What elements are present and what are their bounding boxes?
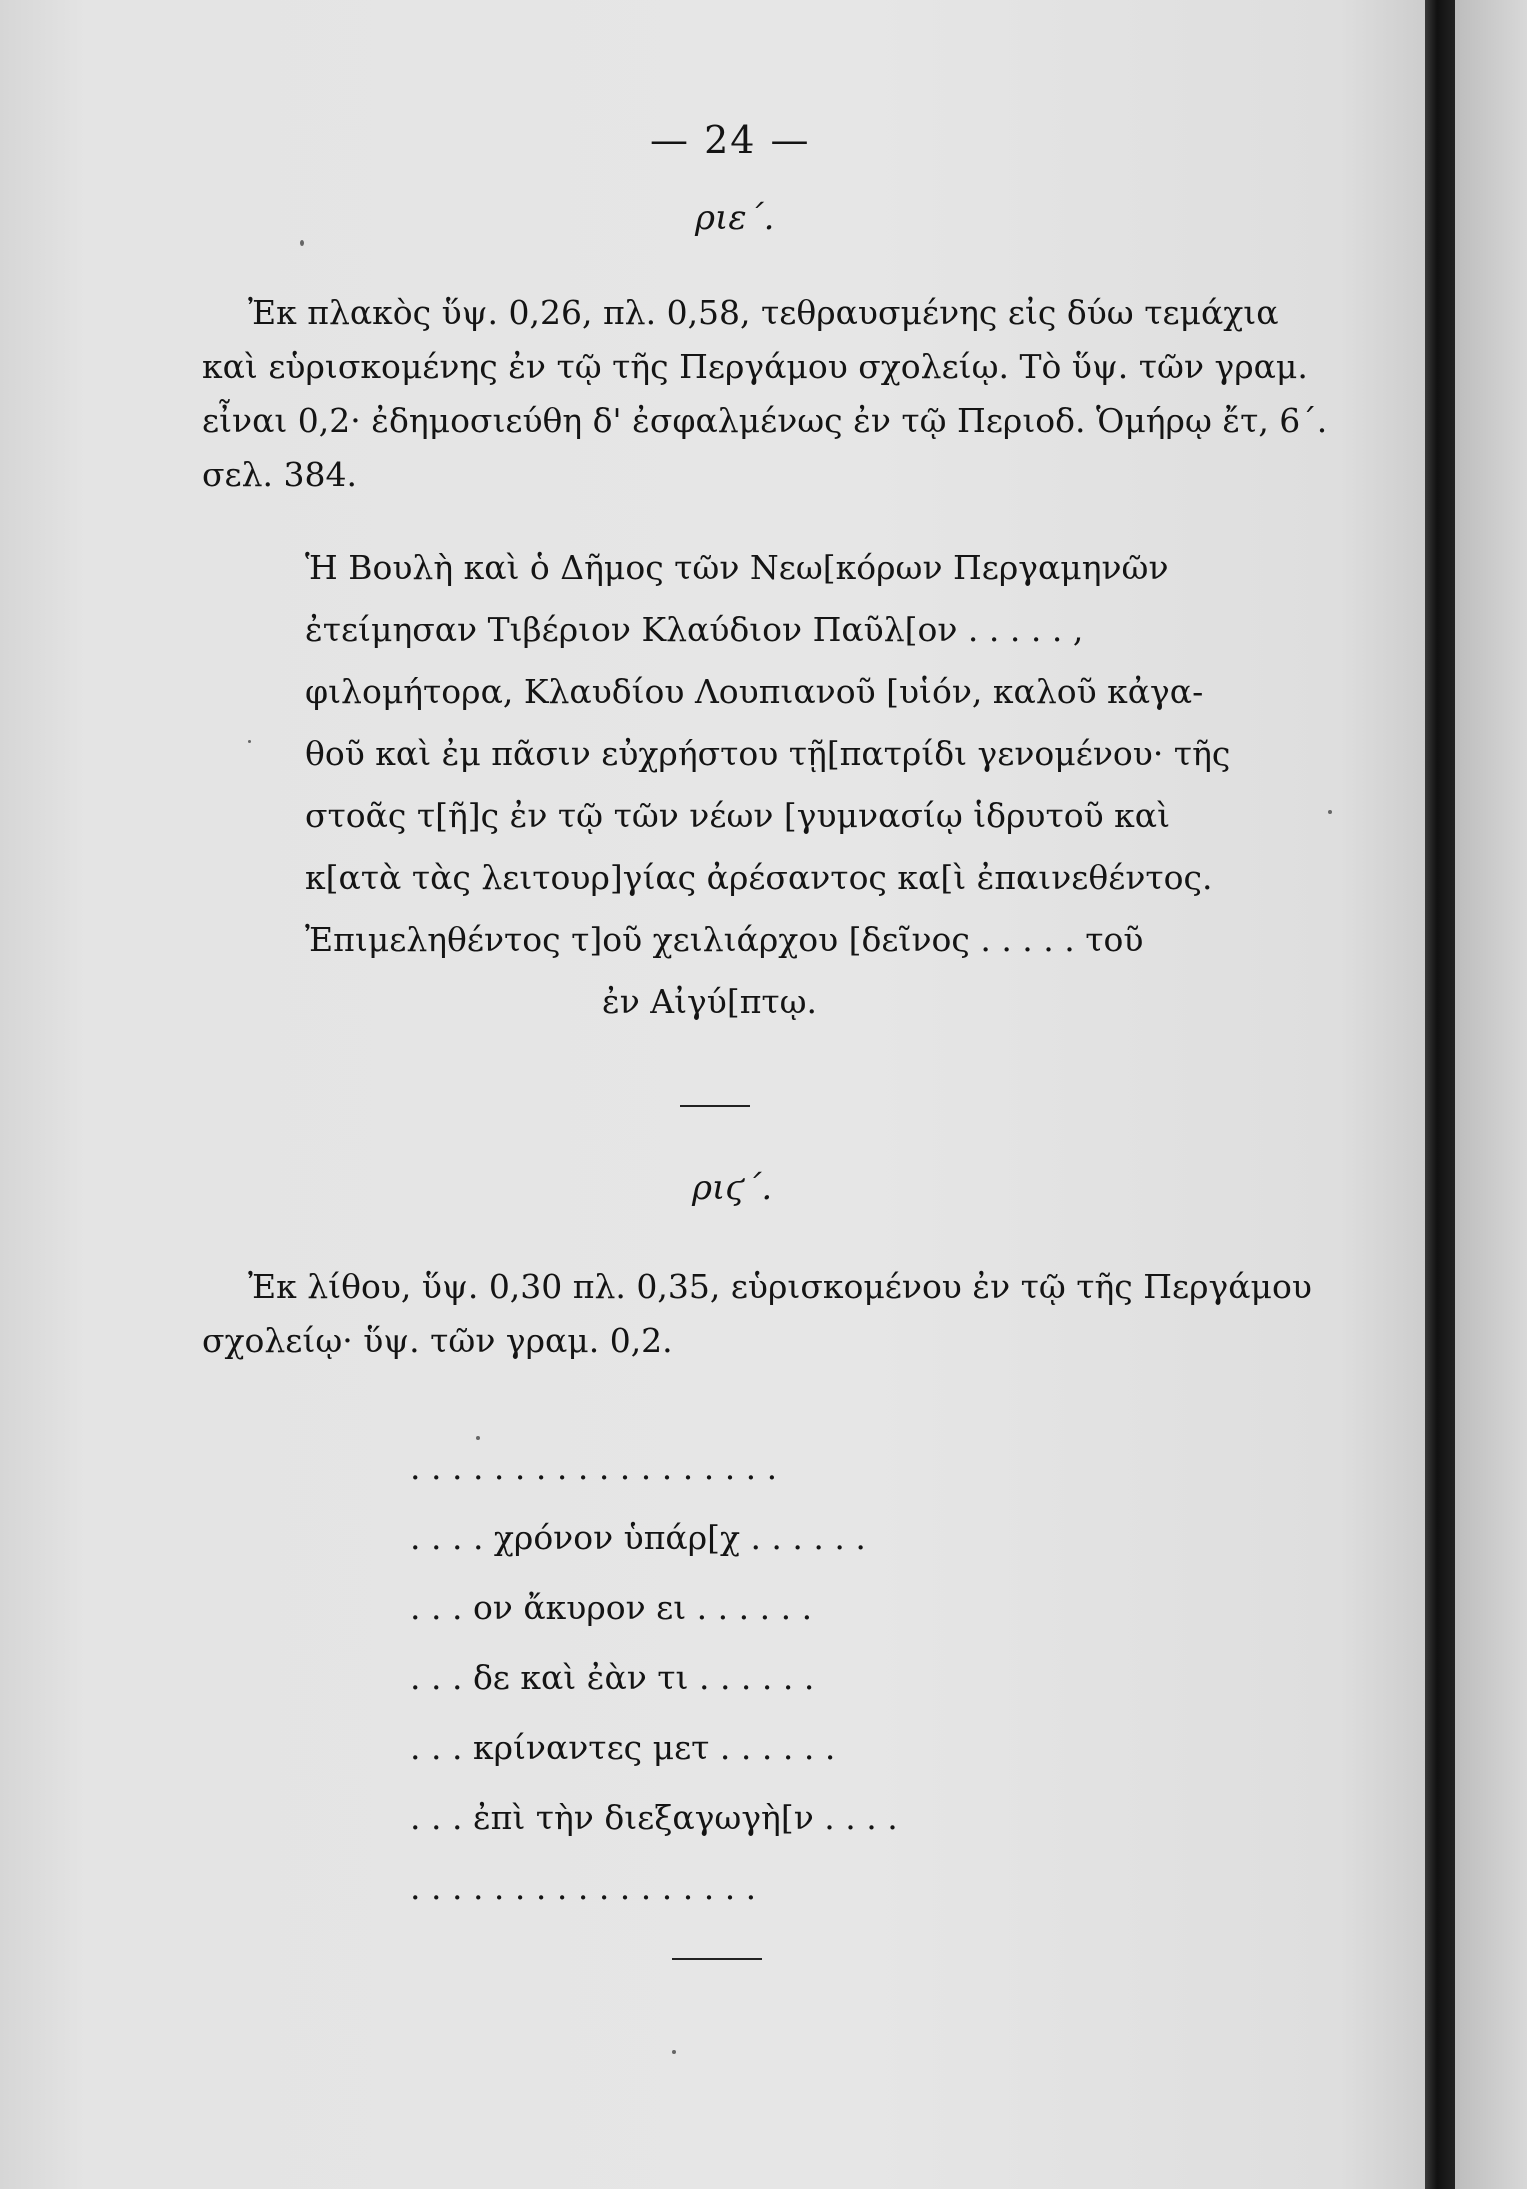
inscription-line: στοᾶς τ[ῆ]ς ἐν τῷ τῶν νέων [γυμνασίῳ ἱδρυτοῦ καὶ	[305, 796, 1171, 835]
inscription-line: θοῦ καὶ ἐμ πᾶσιν εὐχρήστου τῇ[πατρίδι γενομένου· τῆς	[305, 734, 1231, 773]
facing-page-edge	[1455, 0, 1527, 2189]
description-line: Ἐκ πλακὸς ὕψ. 0,26, πλ. 0,58, τεθραυσμένης εἰς δύω τεμάχια	[248, 293, 1279, 332]
inscription-line: ἐν Αἰγύ[πτῳ.	[602, 982, 818, 1021]
description-line: εἶναι 0,2· ἐδημοσιεύθη δ' ἐσφαλμένως ἐν τῷ Περιοδ. Ὁμήρῳ ἔτ, 6΄.	[202, 401, 1328, 440]
fragment-line: . . . δε καὶ ἐὰν τι . . . . . .	[410, 1658, 815, 1697]
book-spine-shadow	[1425, 0, 1455, 2189]
end-divider	[672, 1958, 762, 1960]
fragment-line: . . . ἐπὶ τὴν διεξαγωγὴ[ν . . . .	[410, 1798, 898, 1837]
fragment-line: . . . . . . . . . . . . . . . . .	[410, 1868, 757, 1907]
paper-speck	[248, 740, 251, 743]
section-heading-115: ριε΄.	[695, 198, 775, 238]
fragment-line: . . . . . . . . . . . . . . . . . .	[410, 1448, 778, 1487]
fragment-line: . . . κρίναντες μετ . . . . . .	[410, 1728, 836, 1767]
inscription-line: ἐτείμησαν Τιβέριον Κλαύδιον Παῦλ[ον . . . . . ,	[305, 610, 1084, 649]
paper-speck	[672, 2050, 676, 2054]
description-line: σχολείῳ· ὕψ. τῶν γραμ. 0,2.	[202, 1321, 673, 1360]
page-number: — 24 —	[650, 118, 811, 162]
fragment-line: . . . ον ἄκυρον ει . . . . . .	[410, 1588, 813, 1627]
inscription-line: Ἐπιμεληθέντος τ]οῦ χειλιάρχου [δεῖνος . . . . . τοῦ	[305, 920, 1144, 959]
inscription-line: φιλομήτορα, Κλαυδίου Λουπιανοῦ [υἱόν, καλοῦ κἀγα-	[305, 672, 1204, 711]
description-line: σελ. 384.	[202, 455, 357, 494]
section-divider	[680, 1105, 750, 1107]
paper-speck	[300, 240, 304, 246]
description-line: Ἐκ λίθου, ὕψ. 0,30 πλ. 0,35, εὑρισκομένου ἐν τῷ τῆς Περγάμου	[248, 1267, 1312, 1306]
description-line: καὶ εὑρισκομένης ἐν τῷ τῆς Περγάμου σχολείῳ. Τὸ ὕψ. τῶν γραμ.	[202, 347, 1308, 386]
paper-speck	[1328, 810, 1332, 814]
inscription-line: Ἡ Βουλὴ καὶ ὁ Δῆμος τῶν Νεω[κόρων Περγαμηνῶν	[305, 548, 1169, 587]
paper-speck	[476, 1436, 480, 1440]
inscription-line: κ[ατὰ τὰς λειτουρ]γίας ἀρέσαντος κα[ὶ ἐπαινεθέντος.	[305, 858, 1213, 897]
fragment-line: . . . . χρόνον ὑπάρ[χ . . . . . .	[410, 1518, 866, 1557]
section-heading-116: ριϛ΄.	[692, 1168, 773, 1208]
